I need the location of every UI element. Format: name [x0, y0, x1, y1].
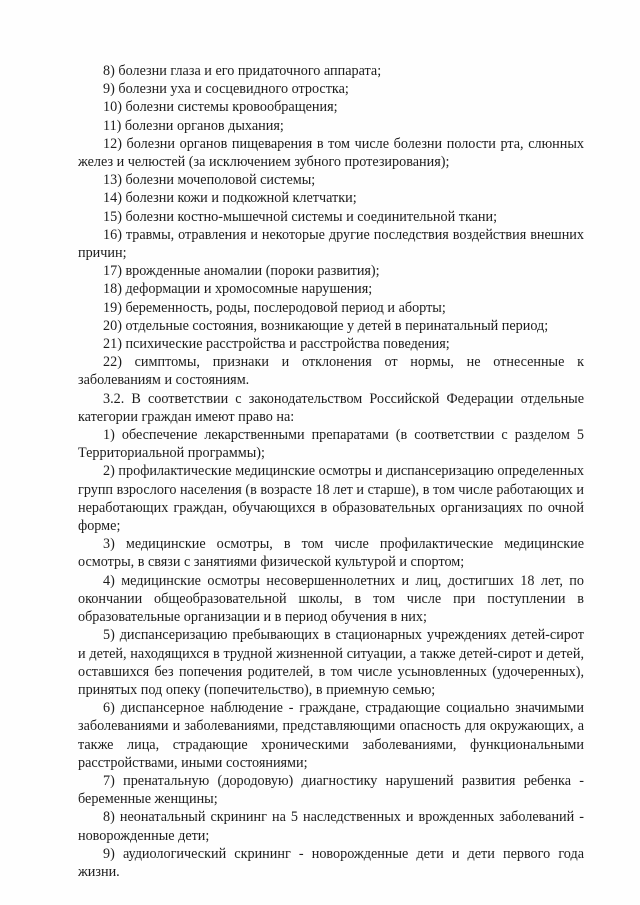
section-heading-paragraph: 3.2. В соответствии с законодательством Российской Федерации отдельные категории граждан имеют право на: [78, 390, 584, 425]
list-item: 17) врожденные аномалии (пороки развития); [103, 263, 380, 280]
list-item: 13) болезни мочеполовой системы; [103, 172, 316, 189]
list-item: 5) диспансеризацию пребывающих в стационарных учреждениях детей-сирот и детей, находящихся в трудной жизненной ситуации, а также детей-сирот и детей, оставшихся без попечения родителей, в том числе усыновленных (удочеренных), принятых под опеку (попечительство), в приемную семью; [78, 627, 584, 698]
list-item: 8) болезни глаза и его придаточного аппарата; [103, 63, 382, 79]
list-item: 12) болезни органов пищеварения в том числе болезни полости рта, слюнных желез и челюстей (за исключением зубного протезирования); [78, 135, 584, 171]
list-item: 19) беременность, роды, послеродовой период и аборты; [103, 299, 446, 316]
list-item: 21) психические расстройства и расстройства поведения; [103, 336, 450, 353]
list-item: 14) болезни кожи и подкожной клетчатки; [103, 190, 357, 207]
list-item: 2) профилактические медицинские осмотры и диспансеризацию определенных групп взрослого населения (в возрасте 18 лет и старше), в том числе работающих и неработающих граждан, обучающихся в образовательных организациях по очной форме; [78, 463, 584, 535]
list-item: 4) медицинские осмотры несовершеннолетних и лиц, достигших 18 лет, по окончании общеобразовательной школы, в том числе при поступлении в образовательные организации и в период обучения в них; [78, 572, 584, 626]
list-item: 22) симптомы, признаки и отклонения от нормы, не отнесенные к заболеваниям и состояниям. [78, 354, 584, 389]
list-item: 8) неонатальный скрининг на 5 наследственных и врожденных заболеваний - новорожденные дети; [78, 809, 584, 844]
list-item: 16) травмы, отравления и некоторые другие последствия воздействия внешних причин; [78, 226, 584, 262]
list-item: 15) болезни костно-мышечной системы и соединительной ткани; [103, 208, 498, 225]
list-item: 7) пренатальную (дородовую) диагностику нарушений развития ребенка - беременные женщины; [78, 772, 584, 808]
list-item: 9) аудиологический скрининг - новорожденные дети и дети первого года жизни. [78, 845, 584, 880]
list-item: 18) деформации и хромосомные нарушения; [103, 281, 373, 298]
list-item: 3) медицинские осмотры, в том числе профилактические медицинские осмотры, в связи с занятиями физической культурой и спортом; [78, 536, 584, 571]
list-item: 1) обеспечение лекарственными препаратами (в соответствии с разделом 5 Территориальной программы); [78, 427, 584, 462]
list-item: 10) болезни системы кровообращения; [103, 99, 338, 116]
document-text [78, 62, 584, 881]
list-item: 9) болезни уха и сосцевидного отростка; [103, 81, 349, 98]
list-item: 20) отдельные состояния, возникающие у детей в перинатальный период; [103, 317, 549, 334]
list-item: 6) диспансерное наблюдение - граждане, страдающие социально значимыми заболеваниями и заболеваниями, представляющими опасность для окружающих, а также лица, страдающие хроническими заболеваниями, функциональными расстройствами, иными состояниями; [78, 700, 584, 771]
list-item: 11) болезни органов дыхания; [103, 117, 284, 134]
